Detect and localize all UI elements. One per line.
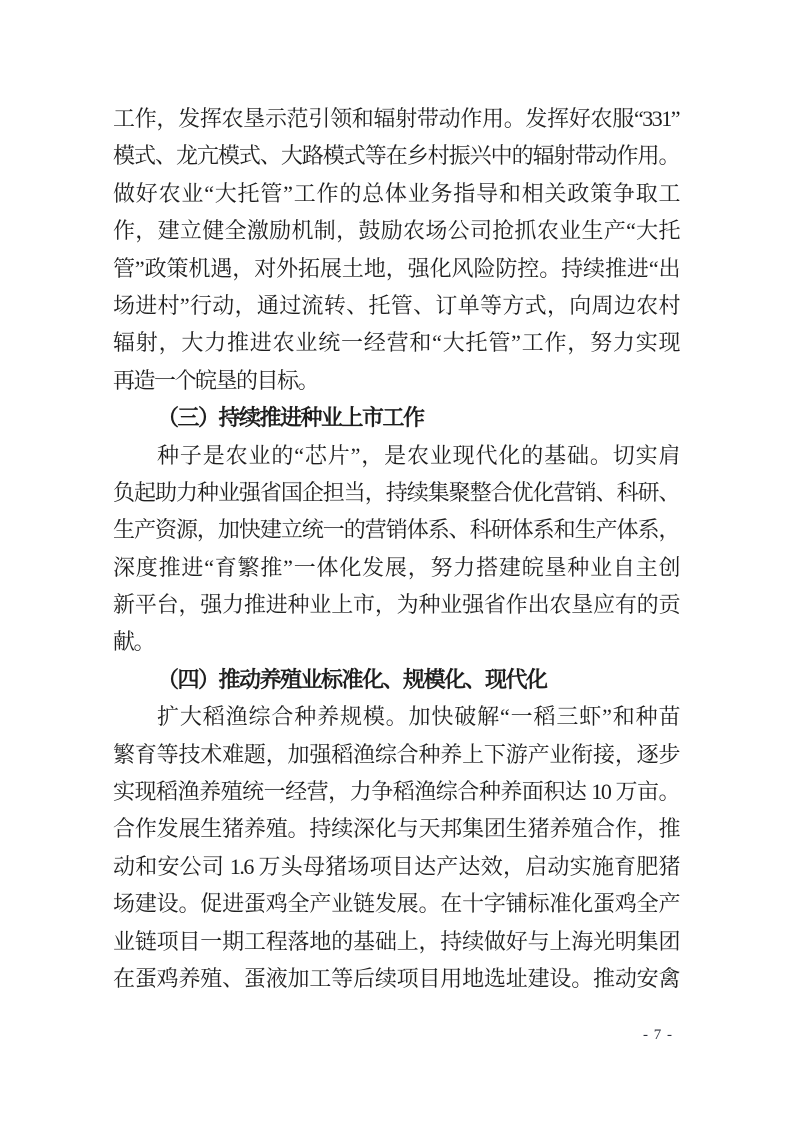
- section-heading: （三）持续推进种业上市工作: [157, 405, 424, 431]
- body-line: 繁育等技术难题，加强稻渔综合种养上下游产业衔接，逐步: [113, 741, 679, 767]
- body-line: 深度推进“育繁推”一体化发展，努力搭建皖垦种业自主创: [113, 554, 679, 580]
- body-line: 作，建立健全激励机制，鼓励农场公司抢抓农业生产“大托: [113, 218, 679, 244]
- body-line: 在蛋鸡养殖、蛋液加工等后续项目用地选址建设。推动安禽: [113, 965, 679, 991]
- body-line: 场进村”行动，通过流转、托管、订单等方式，向周边农村: [113, 292, 679, 318]
- body-line: 动和安公司 1.6 万头母猪场项目达产达效，启动实施育肥猪: [113, 853, 679, 879]
- body-line: 合作发展生猪养殖。持续深化与天邦集团生猪养殖合作，推: [113, 816, 679, 842]
- body-line: 做好农业“大托管”工作的总体业务指导和相关政策争取工: [113, 180, 679, 206]
- body-line: 辐射，大力推进农业统一经营和“大托管”工作，努力实现: [113, 330, 679, 356]
- body-line: 管”政策机遇，对外拓展土地，强化风险防控。持续推进“出: [113, 255, 679, 281]
- body-line: 场建设。促进蛋鸡全产业链发展。在十字铺标准化蛋鸡全产: [113, 891, 679, 917]
- section-heading: （四）推动养殖业标准化、规模化、现代化: [157, 666, 547, 692]
- body-line: 献。: [113, 629, 155, 655]
- page-number: - 7 -: [643, 1027, 673, 1043]
- document-text: [113, 100, 679, 997]
- body-line: 业链项目一期工程落地的基础上，持续做好与上海光明集团: [113, 928, 679, 954]
- body-line: 再造一个皖垦的目标。: [113, 367, 319, 393]
- body-line: 种子是农业的“芯片”，是农业现代化的基础。切实肩: [157, 442, 679, 468]
- body-line: 工作，发挥农垦示范引领和辐射带动作用。发挥好农服“331”: [113, 106, 679, 131]
- body-line: 新平台，强力推进种业上市，为种业强省作出农垦应有的贡: [113, 592, 679, 618]
- body-line: 生产资源，加快建立统一的营销体系、科研体系和生产体系，: [113, 517, 679, 543]
- body-line: 模式、龙亢模式、大路模式等在乡村振兴中的辐射带动作用。: [113, 143, 679, 169]
- body-line: 负起助力种业强省国企担当，持续集聚整合优化营销、科研、: [113, 479, 679, 505]
- body-line: 扩大稻渔综合种养规模。加快破解“一稻三虾”和种苗: [157, 704, 679, 730]
- body-line: 实现稻渔养殖统一经营，力争稻渔综合种养面积达 10 万亩。: [113, 779, 679, 805]
